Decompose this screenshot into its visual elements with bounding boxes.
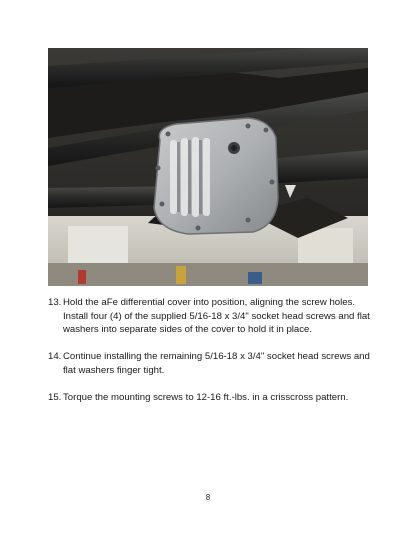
installation-photo <box>48 48 368 286</box>
step-14 <box>48 350 378 377</box>
step-text: Hold the aFe differential cover into position, aligning the screw holes. Install four (4) of the supplied 5/16-18 x 3/4" socket head screws and flat washers into separate sides of the cover to hold it in place. <box>63 297 370 335</box>
page-number: 8 <box>205 493 211 502</box>
step-text: Torque the mounting screws to 12-16 ft.-lbs. in a crisscross pattern. <box>63 391 349 403</box>
step-number: 14. <box>48 351 62 362</box>
step-15 <box>48 391 378 405</box>
differential-cover-photo <box>48 48 368 286</box>
instruction-steps <box>48 296 378 418</box>
step-number: 15. <box>48 391 62 403</box>
step-number: 13. <box>48 297 62 308</box>
step-13 <box>48 296 378 337</box>
step-text: Continue installing the remaining 5/16-18 x 3/4" socket head screws and flat washers finger tight. <box>63 351 370 376</box>
